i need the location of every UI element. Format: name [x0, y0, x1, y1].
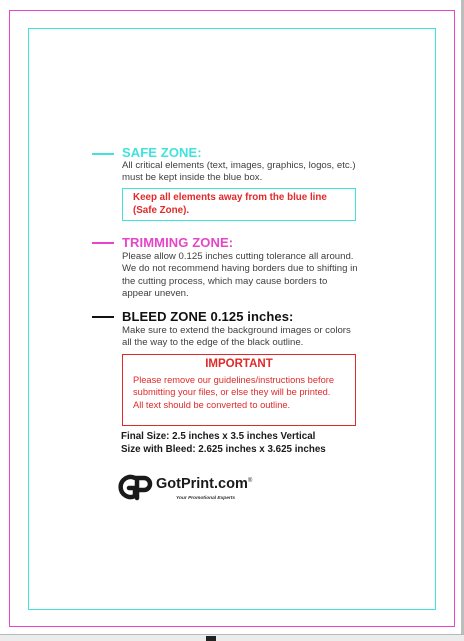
important-box	[122, 354, 356, 426]
registered-mark: ®	[247, 478, 253, 485]
bleed-zone-heading: BLEED ZONE 0.125 inches:	[122, 309, 294, 324]
important-title: IMPORTANT	[205, 358, 273, 370]
safe-zone-heading: SAFE ZONE:	[122, 145, 202, 160]
trimming-zone-text	[122, 251, 358, 301]
safe-zone-dash	[92, 153, 114, 155]
important-line-2: submitting your files, or else they will be printed.	[133, 387, 331, 398]
bleed-zone-line-2: all the way to the edge of the black outline.	[122, 337, 304, 349]
trimming-zone-line-4: appear uneven.	[122, 288, 189, 300]
safe-zone-note-box	[122, 188, 356, 221]
brand-text: GotPrint.com	[156, 476, 248, 492]
trimming-zone-line-2: We do not recommend having borders due to shifting in	[122, 263, 358, 275]
trimming-zone-heading: TRIMMING ZONE:	[122, 235, 234, 250]
bleed-size: Size with Bleed: 2.625 inches x 3.625 inches	[121, 443, 326, 455]
trimming-zone-line-1: Please allow 0.125 inches cutting tolerance all around.	[122, 251, 354, 262]
size-info	[121, 431, 326, 456]
important-text	[133, 374, 353, 411]
safe-zone-note-line-1: Keep all elements away from the blue line	[133, 192, 327, 203]
gotprint-logo-mark-icon	[118, 472, 154, 502]
trimming-zone-dash	[92, 242, 114, 244]
trimming-zone-line-3: the cutting process, which may cause borders to	[122, 275, 328, 287]
safe-zone-line-2: must be kept inside the blue box.	[122, 172, 263, 184]
brand-name	[156, 476, 252, 492]
safe-zone-text	[122, 160, 356, 185]
bleed-zone-text	[122, 325, 351, 350]
bleed-zone-dash	[92, 316, 114, 318]
important-line-3: All text should be converted to outline.	[133, 399, 291, 410]
important-line-1: Please remove our guidelines/instructions before	[133, 375, 335, 385]
final-size: Final Size: 2.5 inches x 3.5 inches Vertical	[121, 431, 316, 442]
bleed-zone-line-1: Make sure to extend the background images or colors	[122, 325, 351, 336]
safe-zone-line-1: All critical elements (text, images, graphics, logos, etc.)	[122, 160, 356, 171]
page-edge-mark	[206, 636, 216, 641]
safe-zone-note-line-2: (Safe Zone).	[133, 204, 190, 216]
gotprint-logo	[118, 472, 253, 506]
safe-zone-note	[133, 192, 353, 217]
brand-tagline: Your Promotional Experts	[176, 496, 235, 501]
